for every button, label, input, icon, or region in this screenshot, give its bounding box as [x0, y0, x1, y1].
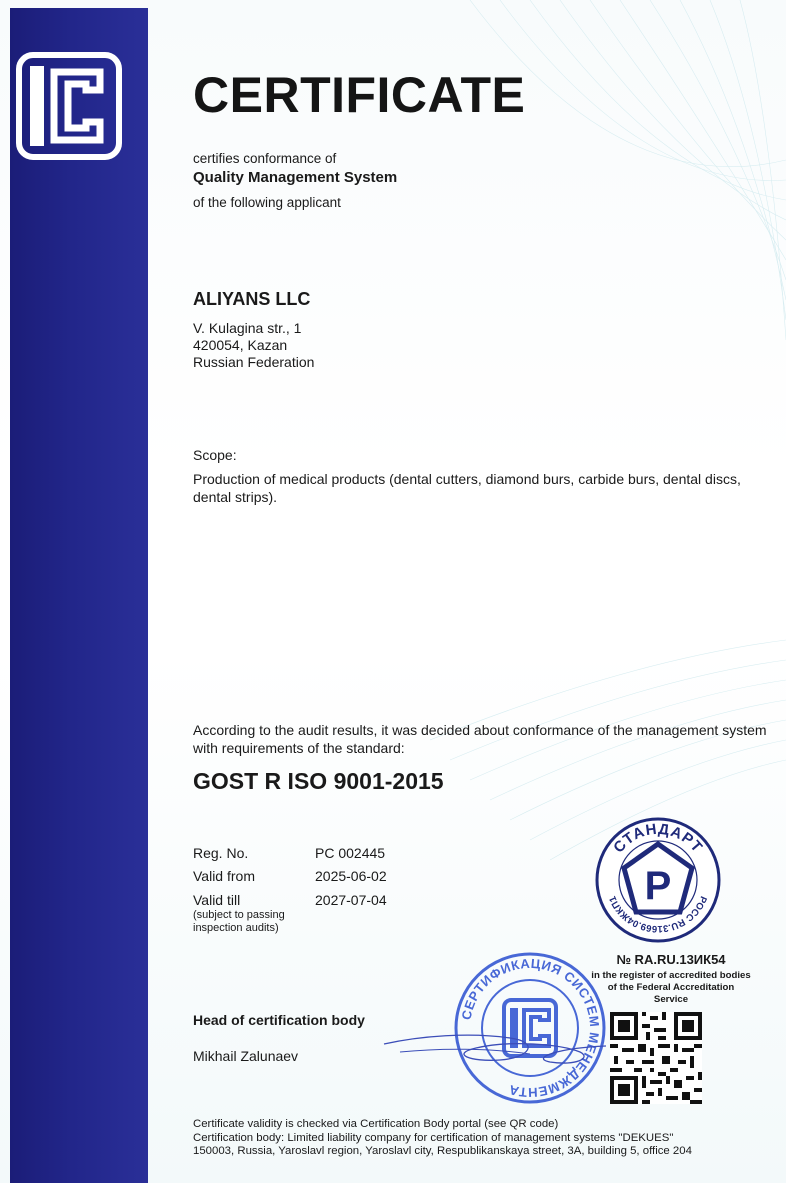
applicant-name: ALIYANS LLC: [193, 289, 311, 309]
standard-name: GOST R ISO 9001-2015: [193, 768, 444, 794]
accreditation-seal-icon: [594, 816, 722, 944]
valid-till-label: Valid till: [193, 892, 241, 908]
left-blue-bar: [10, 8, 148, 1183]
system-name: Quality Management System: [193, 169, 398, 186]
valid-till-note: [193, 909, 285, 935]
certificate-title: CERTIFICATE: [193, 67, 526, 123]
address-line: Russian Federation: [193, 354, 315, 370]
reg-no-label: Reg. No.: [193, 845, 249, 861]
footer-line: Certificate validity is checked via Certification Body portal (see QR code): [193, 1118, 559, 1130]
valid-from-label: Valid from: [193, 868, 255, 884]
footer-line: 150003, Russia, Yaroslavl region, Yaroslavl city, Respublikanskaya street, 3A, building 5, office 204: [193, 1145, 692, 1157]
signature-heading: Head of certification body: [193, 1012, 365, 1028]
signatory-name: Mikhail Zalunaev: [193, 1048, 299, 1064]
seal-letter: P: [644, 864, 672, 908]
accreditation-info: [590, 952, 752, 1006]
note-line: (subject to passing: [193, 909, 285, 921]
reg-no-value: PC 002445: [315, 845, 386, 861]
note-line: inspection audits): [193, 922, 279, 934]
address-line: 420054, Kazan: [193, 337, 288, 353]
valid-from-value: 2025-06-02: [315, 868, 387, 884]
valid-till-value: 2027-07-04: [315, 892, 387, 908]
seal-top-text: СТАНДАРТ: [610, 820, 706, 857]
footer-info: [193, 1118, 692, 1159]
dekues-logo-icon: [16, 52, 122, 160]
accreditation-number: № RA.RU.13ИК54: [616, 952, 726, 967]
background-pattern-top: [440, 0, 786, 420]
applicant-intro: of the following applicant: [193, 195, 341, 210]
scope-label: Scope:: [193, 447, 237, 463]
footer-line: Certification body: Limited liability company for certification of management systems "DEKUES": [193, 1131, 674, 1144]
verification-qr-code[interactable]: [610, 1012, 702, 1104]
stamp-text: СЕРТИФИКАЦИЯ СИСТЕМ МЕНЕДЖМЕНТА: [458, 955, 603, 1101]
applicant-address: [193, 320, 314, 371]
accreditation-line: in the register of accredited bodies: [591, 970, 751, 981]
accreditation-line: of the Federal Accreditation Service: [607, 982, 735, 1005]
certifies-text: certifies conformance of: [193, 151, 337, 166]
scope-text: Production of medical products (dental cutters, diamond burs, carbide burs, dental discs, dental strips).: [193, 471, 741, 505]
audit-statement: According to the audit results, it was decided about conformance of the management system with requirements of the standard:: [193, 722, 767, 756]
seal-bottom-text: РОСС RU.31669.04ЖКП1: [607, 894, 709, 935]
address-line: V. Kulagina str., 1: [193, 320, 302, 336]
signature-scribble-icon: [380, 1018, 610, 1078]
